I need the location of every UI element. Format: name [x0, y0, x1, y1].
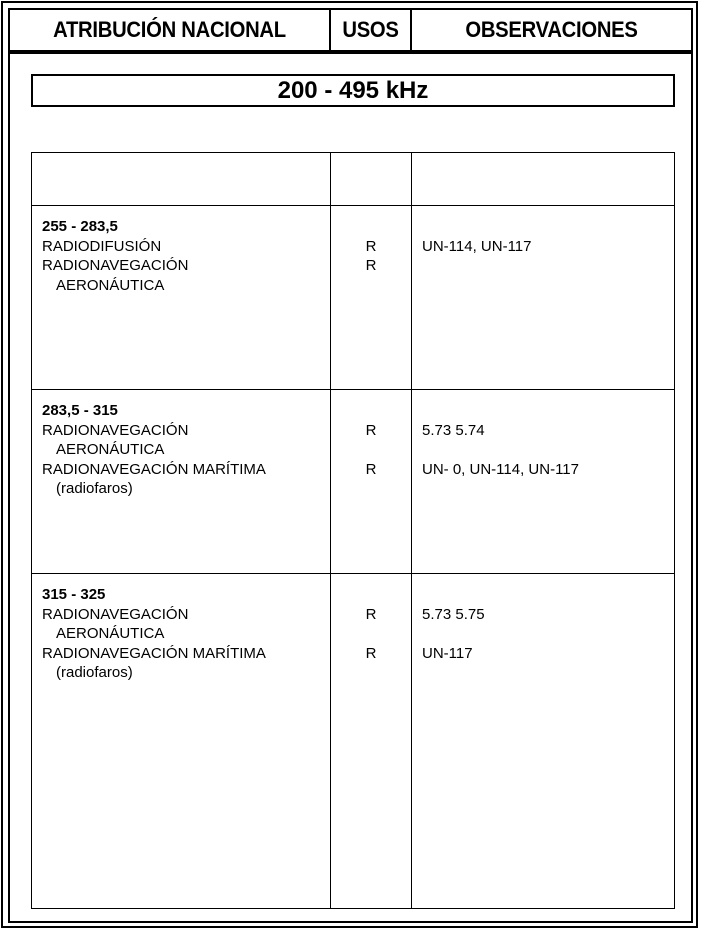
header-observaciones: OBSERVACIONES: [465, 17, 638, 42]
header-usos: USOS: [342, 17, 399, 42]
service-observaciones: 5.73 5.74: [422, 421, 485, 439]
service-uso: R: [365, 257, 377, 274]
service-name: RADIONAVEGACIÓN: [42, 605, 189, 623]
service-name: RADIONAVEGACIÓN: [42, 257, 189, 274]
table-header: [10, 10, 691, 54]
row-divider: [32, 573, 674, 574]
service-name-continued: AERONÁUTICA: [56, 441, 165, 458]
service-observaciones: UN- 0, UN-114, UN-117: [422, 460, 579, 478]
service-name: RADIODIFUSIÓN: [42, 237, 162, 255]
service-name-continued: AERONÁUTICA: [56, 625, 165, 642]
row-divider: [32, 205, 674, 206]
service-uso: R: [365, 421, 377, 439]
service-observaciones: UN-114, UN-117: [422, 237, 532, 255]
service-name: RADIONAVEGACIÓN MARÍTIMA: [42, 460, 266, 478]
header-divider: [329, 10, 331, 50]
service-observaciones: 5.73 5.75: [422, 605, 485, 623]
service-uso: R: [365, 237, 377, 255]
frequency-range: 255 - 283,5: [42, 218, 118, 235]
column-divider: [411, 153, 412, 908]
service-uso: R: [365, 605, 377, 623]
service-name-continued: (radiofaros): [56, 664, 133, 681]
header-atribucion: ATRIBUCIÓN NACIONAL: [53, 17, 286, 42]
frequency-range: 315 - 325: [42, 586, 106, 603]
service-observaciones: UN-117: [422, 644, 473, 662]
frequency-range: 283,5 - 315: [42, 402, 118, 419]
service-name: RADIONAVEGACIÓN MARÍTIMA: [42, 644, 266, 662]
allocation-table: [31, 152, 675, 909]
service-name-continued: (radiofaros): [56, 480, 133, 497]
header-divider: [410, 10, 412, 50]
service-name: RADIONAVEGACIÓN: [42, 421, 189, 439]
service-uso: R: [365, 644, 377, 662]
row-divider: [32, 389, 674, 390]
service-uso: R: [365, 460, 377, 478]
band-title: 200 - 495 kHz: [31, 74, 675, 107]
service-name-continued: AERONÁUTICA: [56, 276, 165, 294]
